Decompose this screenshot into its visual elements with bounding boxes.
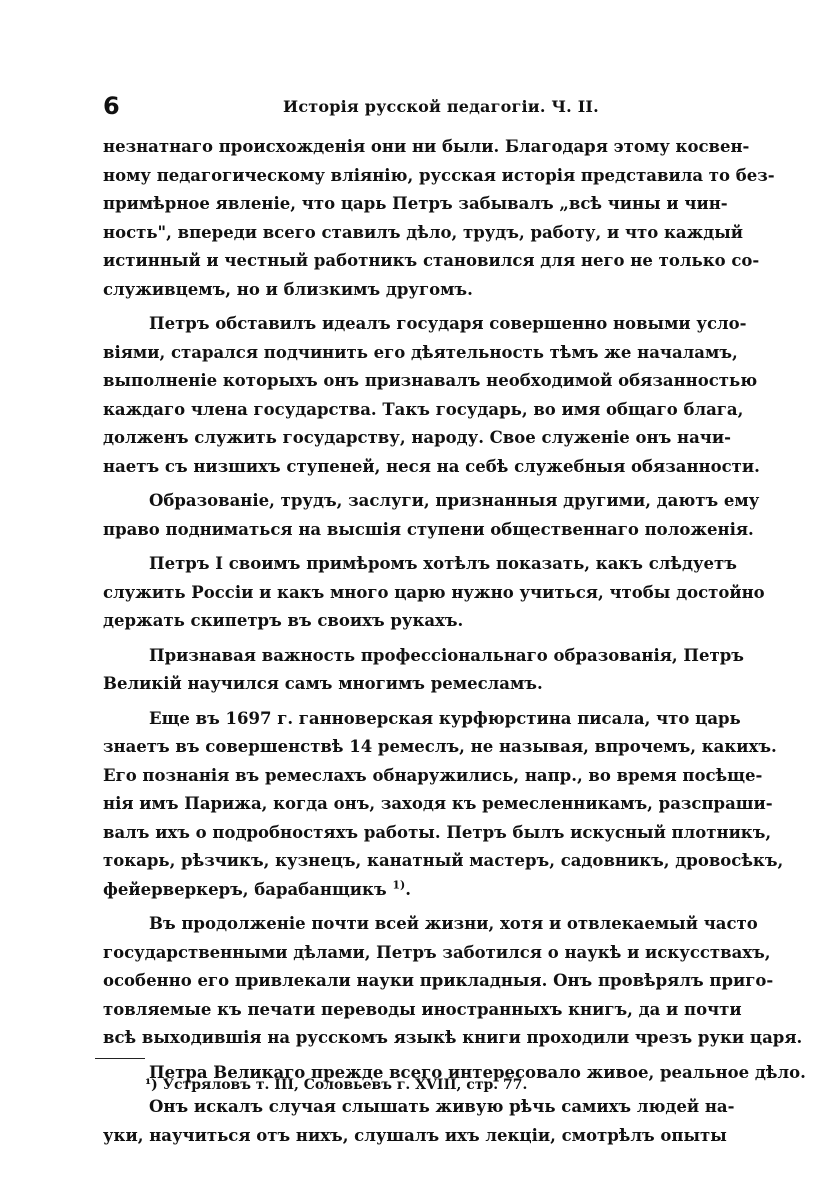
text-line: нія имъ Парижа, когда онъ, заходя къ ремесленникамъ, разспраши- <box>103 794 773 813</box>
text-line: фейерверкеръ, барабанщикъ $^{1)}$. <box>103 878 411 899</box>
paragraph <box>103 487 760 544</box>
paragraph <box>103 133 775 304</box>
text-line: выполненіе которыхъ онъ признавалъ необходимой обязанностью <box>103 371 758 390</box>
text-line: служивцемъ, но и близкимъ другомъ. <box>103 279 473 299</box>
footnote-ref[interactable]: 1) <box>392 878 406 891</box>
page-number: 6 <box>103 92 120 120</box>
text-line: долженъ служить государству, народу. Свое служеніе онъ начи- <box>103 428 731 447</box>
text-line: служить Россіи и какъ много царю нужно учиться, чтобы достойно <box>103 582 765 602</box>
text-line: государственными дѣлами, Петръ заботился о наукѣ и искусствахъ, <box>103 942 771 962</box>
paragraph <box>103 705 784 905</box>
page-header <box>103 92 698 124</box>
text-line: Петра Великаго прежде всего интересовало живое, реальное дѣло. <box>149 1062 806 1082</box>
footnote: ¹) Устряловъ т. III, Соловьевъ г. XVIII, стр. 77. <box>145 1077 528 1093</box>
text-line: право подниматься на высшія ступени общественнаго положенія. <box>103 519 754 539</box>
body-text <box>103 133 806 1156</box>
text-line: примѣрное явленіе, что царь Петръ забывалъ „всѣ чины и чин- <box>103 194 728 213</box>
text-line: токарь, рѣзчикъ, кузнецъ, канатный мастеръ, садовникъ, дровосѣкъ, <box>103 851 784 870</box>
text-line: знаетъ въ совершенствѣ 14 ремеслъ, не называя, впрочемъ, какихъ. <box>103 737 777 756</box>
text-line: каждаго члена государства. Такъ государь, во имя общаго блага, <box>103 399 744 419</box>
text-line: ность", впереди всего ставилъ дѣло, трудъ, работу, и что каждый <box>103 222 744 242</box>
paragraph <box>103 310 760 481</box>
text-line: наетъ съ низшихъ ступеней, неся на себѣ служебныя обязанности. <box>103 456 760 476</box>
text-line: віями, старался подчинить его дѣятельность тѣмъ же началамъ, <box>103 342 738 362</box>
paragraph <box>103 1093 735 1150</box>
text-line: уки, научиться отъ нихъ, слушалъ ихъ лекціи, смотрѣлъ опыты <box>103 1125 727 1145</box>
running-title: Исторія русской педагогіи. Ч. II. <box>283 97 599 116</box>
paragraph <box>103 910 803 1053</box>
text-line: Его познанія въ ремеслахъ обнаружились, напр., во время посѣще- <box>103 765 763 785</box>
text-line: истинный и честный работникъ становился для него не только со- <box>103 251 760 270</box>
text-line: Еще въ 1697 г. ганноверская курфюрстина писала, что царь <box>149 708 741 728</box>
text-line: Великій научился самъ многимъ ремесламъ. <box>103 674 543 693</box>
text-line-content: фейерверкеръ, барабанщикъ <box>103 879 387 899</box>
paragraph <box>103 642 744 699</box>
text-line: Въ продолженіе почти всей жизни, хотя и отвлекаемый часто <box>149 914 758 933</box>
text-line: Петръ I своимъ примѣромъ хотѣлъ показать, какъ слѣдуетъ <box>149 554 737 573</box>
text-line: валъ ихъ о подробностяхъ работы. Петръ былъ искусный плотникъ, <box>103 822 772 842</box>
text-line: держать скипетръ въ своихъ рукахъ. <box>103 611 464 630</box>
text-line: особенно его привлекали науки прикладныя. Онъ провѣрялъ приго- <box>103 971 774 990</box>
text-line: всѣ выходившія на русскомъ языкѣ книги проходили чрезъ руки царя. <box>103 1028 803 1047</box>
text-line: ному педагогическому вліянію, русская исторія представила то без- <box>103 165 775 185</box>
text-line: Петръ обставилъ идеалъ государя совершенно новыми усло- <box>149 314 747 333</box>
text-line: Признавая важность профессіональнаго образованія, Петръ <box>149 645 744 665</box>
text-line: Онъ искалъ случая слышать живую рѣчь самихъ людей на- <box>149 1097 735 1116</box>
text-line: незнатнаго происхожденія они ни были. Благодаря этому косвен- <box>103 137 750 156</box>
text-line: товляемые къ печати переводы иностранныхъ книгъ, да и почти <box>103 999 742 1019</box>
paragraph <box>103 550 765 636</box>
text-line: Образованіе, трудъ, заслуги, признанныя другими, даютъ ему <box>149 491 760 510</box>
footnote-rule <box>95 1058 145 1059</box>
